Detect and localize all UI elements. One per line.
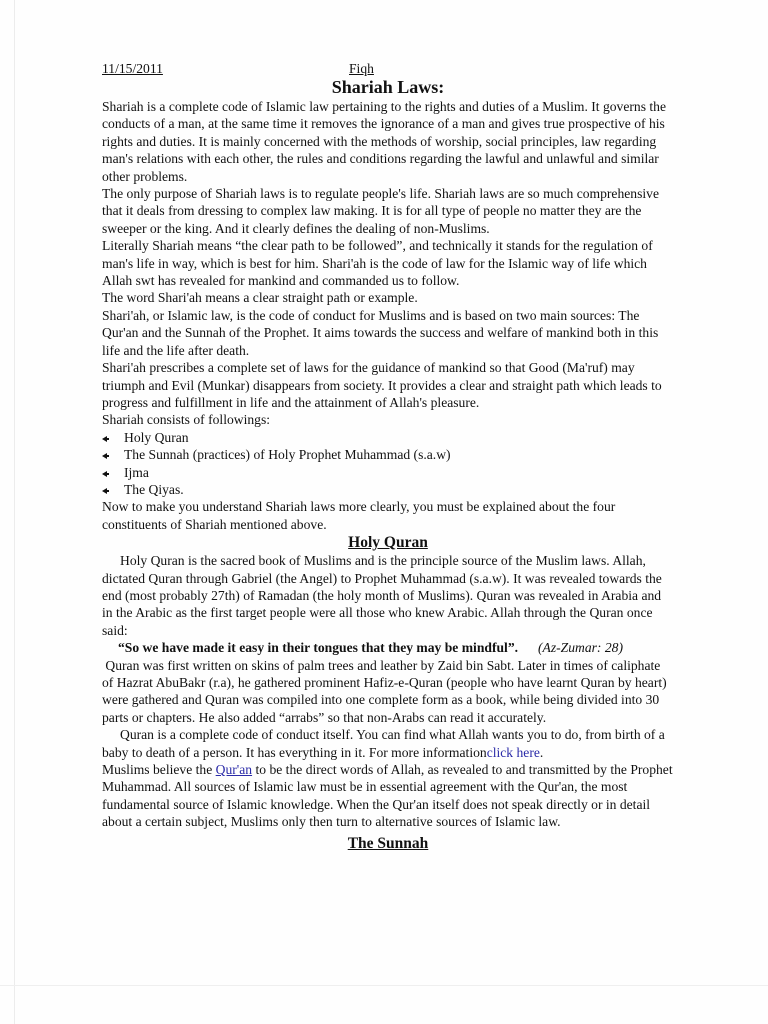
paragraph-4-text-end: to be the direct words of Allah, as revealed to and transmitted by the Prophet Muhammad. All sources of Islamic law must be in essential agreement with the Qur'an, the most fundamental source of Islamic knowledge. When the Qur'an itself does not speak directly or in detail about a certain subject, Muslims only then turn to alternative sources of Islamic law. — [102, 762, 673, 830]
intro-paragraph-7: Shariah consists of followings: — [102, 412, 271, 428]
quran-link[interactable]: Qur'an — [215, 762, 253, 778]
arrow-bullet-icon — [102, 436, 107, 442]
list-item-label: The Sunnah (practices) of Holy Prophet Muhammad (s.a.w) — [124, 447, 451, 463]
click-here-link[interactable]: click here — [486, 744, 540, 760]
intro-paragraph-5: Shari'ah, or Islamic law, is the code of conduct for Muslims and is based on two main sources: The Qur'an and the Sunnah of the Prophet. It aims towards the success and welfare of mankind both in this life and the life after death. — [102, 307, 659, 358]
list-item — [102, 464, 674, 481]
paragraph-3-text: Quran is a complete code of conduct itself. You can find what Allah wants you to do, from birth of a baby to death of a person. It has everything in it. For more information — [102, 727, 665, 760]
holy-quran-paragraph-2-text: Quran was first written on skins of palm trees and leather by Zaid bin Sabt. Later in times of caliphate of Hazrat AbuBakr (r.a), he gathered prominent Hafiz-e-Quran (people who have learnt Quran by heart) were gathered and Quran was compiled into one complete form as a book, while being divided into 30 parts or chapters. He also added “arrabs” so that non-Arabs can read it accurately. — [102, 657, 667, 725]
page-title: Shariah Laws: — [331, 77, 445, 97]
page-edge-bottom — [0, 985, 768, 986]
arrow-bullet-icon — [102, 453, 107, 459]
list-item — [102, 481, 674, 498]
paragraph-3-end: . — [539, 744, 544, 760]
list-item — [102, 446, 674, 463]
quote-reference: (Az-Zumar: 28) — [538, 640, 623, 656]
header-subject: Fiqh — [349, 61, 374, 76]
arrow-bullet-icon — [102, 471, 107, 477]
quran-quote — [102, 639, 674, 656]
header-row — [102, 60, 674, 77]
after-list-paragraph: Now to make you understand Shariah laws more clearly, you must be explained about the four constituents of Shariah mentioned above. — [102, 499, 616, 532]
list-item — [102, 429, 674, 446]
intro-paragraph-3: Literally Shariah means “the clear path to be followed”, and technically it stands for the regulation of man's life in way, which is best for him. Shari'ah is the code of law for the Islamic way of life which Allah swt has revealed for mankind and commanded us to follow. — [102, 238, 653, 289]
holy-quran-paragraph-2 — [102, 657, 674, 727]
list-item-label: Holy Quran — [124, 429, 189, 445]
intro-paragraph-6: Shari'ah prescribes a complete set of laws for the guidance of mankind so that Good (Ma'ruf) may triumph and Evil (Munkar) disappears from society. It provides a clear and straight path which leads to progress and fulfillment in life and the attainment of Allah's pleasure. — [102, 360, 662, 410]
sources-list — [102, 429, 674, 499]
page-edge-left — [14, 0, 15, 1024]
paragraph-4-text-start: Muslims believe the — [102, 762, 213, 778]
intro-paragraph-1: Shariah is a complete code of Islamic law pertaining to the rights and duties of a Muslim. It governs the conducts of a man, at the same time it removes the ignorance of a man and gives true prospective of his rights and duties. It is mainly concerned with the methods of worship, social principles, law regarding man's relations with each other, the rules and conditions regarding the lawful and unlawful and similar other problems. — [102, 99, 667, 184]
header-date: 11/15/2011 — [102, 61, 163, 76]
arrow-bullet-icon — [102, 488, 107, 494]
holy-quran-paragraph-3 — [102, 726, 674, 761]
holy-quran-heading: Holy Quran — [348, 534, 428, 552]
document-body — [102, 60, 674, 853]
quote-text: “So we have made it easy in their tongues that they may be mindful”. — [118, 640, 519, 656]
list-item-label: Ijma — [124, 464, 149, 480]
intro-paragraph-4: The word Shari'ah means a clear straight path or example. — [102, 290, 418, 306]
intro-paragraph-2: The only purpose of Shariah laws is to regulate people's life. Shariah laws are so much comprehensive that it deals from dressing to complex law making. It is for all type of people no matter they are the sweeper or the king. And it clearly defines the dealing of non-Muslims. — [102, 186, 659, 236]
list-item-label: The Qiyas. — [124, 481, 184, 497]
sunnah-heading: The Sunnah — [347, 834, 429, 852]
holy-quran-paragraph-1: Holy Quran is the sacred book of Muslims and is the principle source of the Muslim laws. Allah, dictated Quran through Gabriel (the Angel) to Prophet Muhammad (s.a.w). It was revealed towards the end (most probably 27th) of Ramadan (the holy month of Muslims). Quran was revealed in Arabia and in the Arabic as the first target people were all those who knew Arabic. Allah through the Quran once said: — [102, 553, 662, 638]
holy-quran-paragraph-4 — [102, 761, 674, 831]
